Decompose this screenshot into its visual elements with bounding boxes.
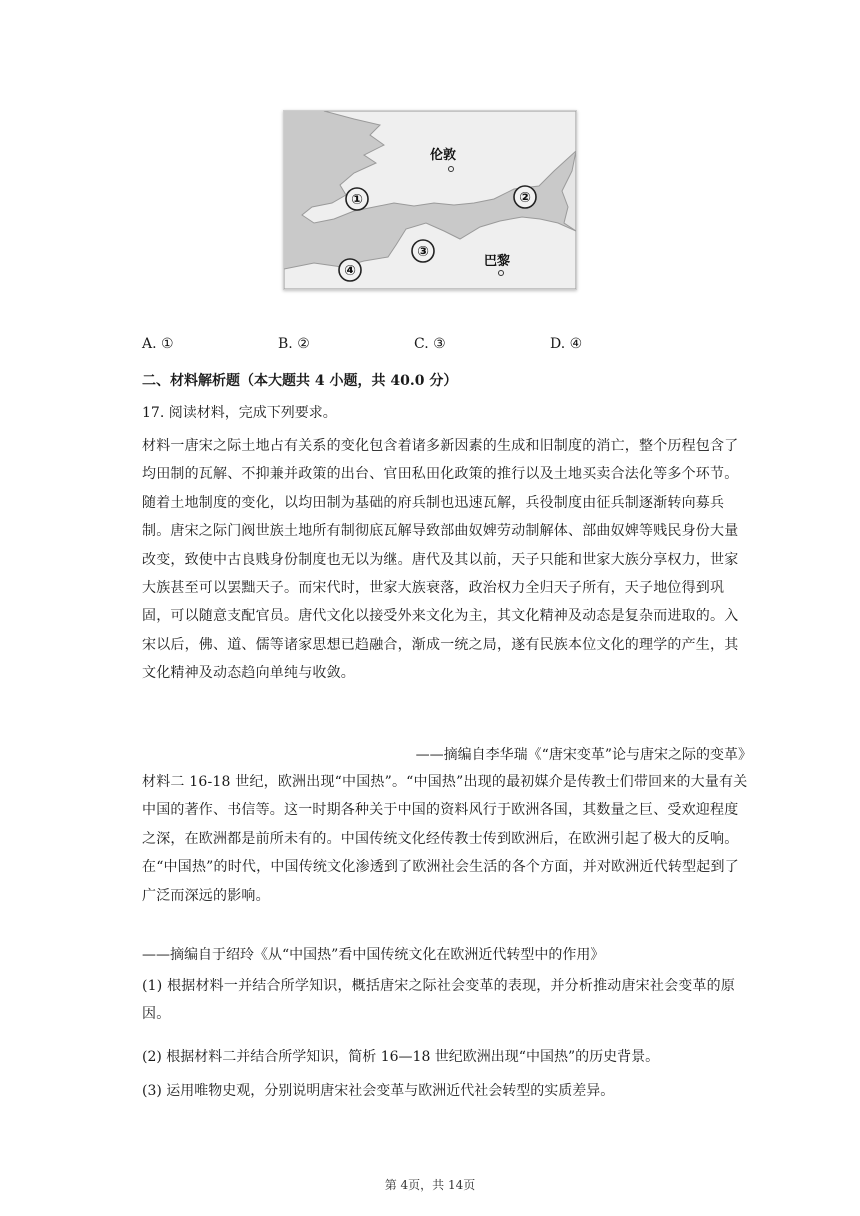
choice-d: D. ④ — [550, 336, 583, 352]
sub-question-1: (1) 根据材料一并结合所学知识，概括唐宋之际社会变革的表现，并分析推动唐宋社会变革的原因。 — [142, 978, 736, 1023]
marker-1-label: ① — [351, 192, 363, 208]
source-two: ——摘编自于绍玲《从“中国热”看中国传统文化在欧洲近代转型中的作用》 — [142, 947, 605, 963]
section-title: 二、材料解析题（本大题共 4 小题，共 40.0 分） — [142, 373, 458, 389]
page-footer: 第 4页，共 14页 — [384, 1178, 476, 1192]
choice-a: A. ① — [142, 336, 174, 352]
question-stem: 17. 阅读材料，完成下列要求。 — [142, 405, 337, 421]
source-one: ——摘编自李华瑞《“唐宋变革”论与唐宋之际的变革》 — [415, 747, 752, 763]
choice-b: B. ② — [278, 336, 310, 352]
marker-2-label: ② — [519, 190, 531, 206]
sub-question-2: (2) 根据材料二并结合所学知识，简析 16—18 世纪欧洲出现“中国热”的历史背景。 — [142, 1049, 660, 1065]
map-figure — [283, 110, 577, 290]
london-label: 伦敦 — [430, 148, 457, 163]
choice-c: C. ③ — [414, 336, 446, 352]
material-one: 材料一唐宋之际土地占有关系的变化包含着诸多新因素的生成和旧制度的消亡，整个历程包含了均田制的瓦解、不抑兼并政策的出台、官田私田化政策的推行以及土地买卖合法化等多个环节。随着土地制度的变化，以均田制为基础的府兵制也迅速瓦解，兵役制度由征兵制逐渐转向募兵制。唐宋之际门阀世族土地所有制彻底瓦解导致部曲奴婢劳动制解体、部曲奴婢等贱民身份大量改变，致使中古良贱身份制度也无以为继。唐代及其以前，天子只能和世家大族分享权力，世家大族甚至可以罢黜天子。而宋代时，世家大族衰落，政治权力全归天子所有，天子地位得到巩固，可以随意支配官员。唐代文化以接受外来文化为主，其文化精神及动态是复杂而进取的。入宋以后，佛、道、儒等诸家思想已趋融合，渐成一统之局，遂有民族本位文化的理学的产生，其文化精神及动态趋向单纯与收敛。 — [142, 438, 739, 682]
material-two: 材料二 16-18 世纪，欧洲出现“中国热”。“中国热”出现的最初媒介是传教士们带回来的大量有关中国的著作、书信等。这一时期各种关于中国的资料风行于欧洲各国，其数量之巨、受欢迎程度之深，在欧洲都是前所未有的。中国传统文化经传教士传到欧洲后，在欧洲引起了极大的反响。在“中国热”的时代，中国传统文化渗透到了欧洲社会生活的各个方面，并对欧洲近代转型起到了广泛而深远的影响。 — [142, 774, 748, 904]
marker-4-label: ④ — [344, 263, 356, 279]
sub-question-3: (3) 运用唯物史观，分别说明唐宋社会变革与欧洲近代社会转型的实质差异。 — [142, 1083, 615, 1099]
paris-label: 巴黎 — [484, 254, 511, 269]
english-channel-map — [284, 111, 576, 289]
answer-choices — [142, 336, 742, 358]
marker-3-label: ③ — [417, 244, 429, 260]
